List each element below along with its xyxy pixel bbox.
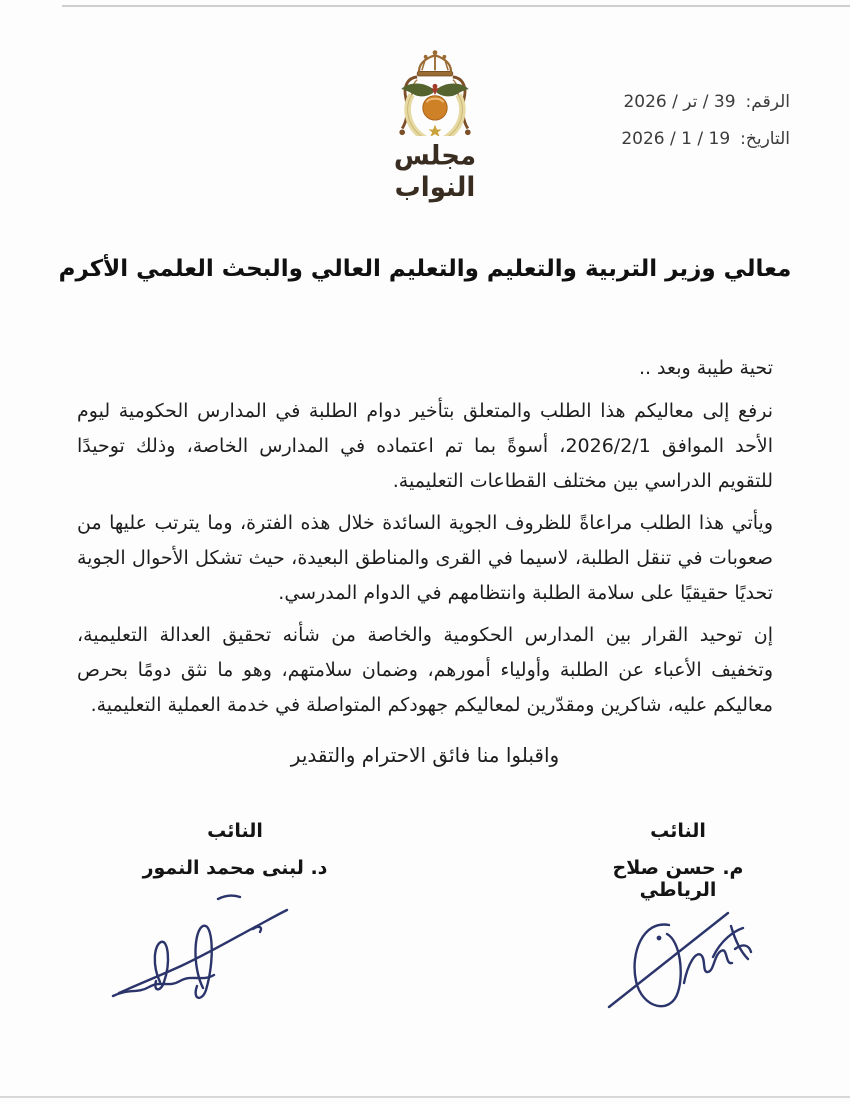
reference-number-row — [590, 92, 790, 112]
closing-line: واقبلوا منا فائق الاحترام والتقدير — [290, 743, 560, 767]
date-label: التاريخ: — [740, 129, 790, 149]
handwritten-signature-right-icon — [583, 893, 773, 1021]
reference-number-label: الرقم: — [745, 92, 790, 112]
greeting-line: تحية طيبة وبعد .. — [638, 357, 773, 379]
reference-block — [590, 92, 790, 166]
date-value: 19 / 1 / 2026 — [621, 129, 731, 149]
signatory-block-left — [135, 820, 335, 879]
body-paragraph: إن توحيد القرار بين المدارس الحكومية والخاصة من شأنه تحقيق العدالة التعليمية، وتخفيف الأعباء عن الطلبة وأولياء أمورهم، وضمان سلامتهم، وهو ما نثق دومًا بحرص معاليكم عليه، شاكرين ومقدّرين لمعاليكم جهودكم المتواصلة في خدمة العملية التعليمية. — [77, 624, 773, 716]
jordan-royal-crest-icon — [360, 46, 510, 136]
handwritten-signature-left-icon — [103, 886, 303, 1008]
letter-body — [77, 351, 773, 773]
body-paragraph: ويأتي هذا الطلب مراعاةً للظروف الجوية السائدة خلال هذه الفترة، وما يترتب عليها من صعوبات في تنقل الطلبة، لاسيما في القرى والمناطق البعيدة، حيث تشكل الأحوال الجوية تحديًا حقيقيًا على سلامة الطلبة وانتظامهم في الدوام المدرسي. — [77, 512, 773, 604]
addressee-line: معالي وزير التربية والتعليم والتعليم العالي والبحث العلمي الأكرم — [58, 256, 792, 282]
parliament-name-calligraphy: مجلس النواب — [393, 140, 477, 204]
signatory-block-right — [578, 820, 778, 901]
signatory-title: النائب — [650, 820, 706, 842]
scan-edge-top — [62, 5, 850, 7]
body-paragraph: نرفع إلى معاليكم هذا الطلب والمتعلق بتأخير دوام الطلبة في المدارس الحكومية ليوم الأحد الموافق 2026/2/1، أسوةً بما تم اعتماده في المدارس الخاصة، وذلك توحيدًا للتقويم الدراسي بين مختلف القطاعات التعليمية. — [77, 400, 773, 492]
signatory-title: النائب — [207, 820, 263, 842]
signatory-name: م. حسن صلاح الرياطي — [612, 857, 744, 901]
letterhead — [352, 46, 518, 202]
scan-edge-bottom — [0, 1096, 850, 1098]
date-row — [590, 129, 790, 149]
signatory-name: د. لبنى محمد النمور — [142, 857, 328, 879]
reference-number-value: 39 / تر / 2026 — [623, 92, 736, 112]
